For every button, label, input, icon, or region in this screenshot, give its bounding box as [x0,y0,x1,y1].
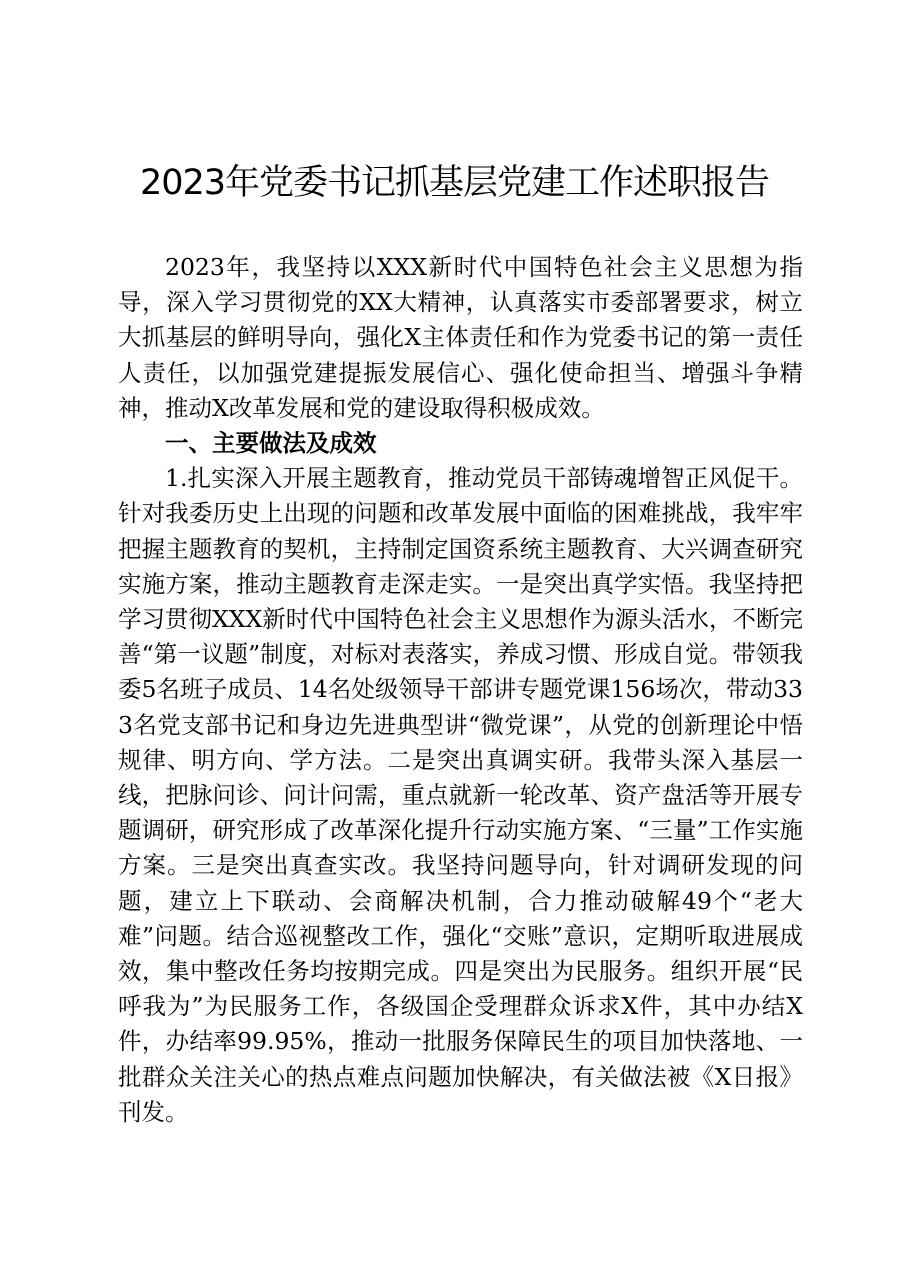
intro-paragraph: 2023年，我坚持以XXX新时代中国特色社会主义思想为指导，深入学习贯彻党的XX大精神，认真落实市委部署要求，树立大抓基层的鲜明导向，强化X主体责任和作为党委书记的第一责任人责任，以加强党建提振发展信心、强化使命担当、增强斗争精神，推动X改革发展和党的建设取得积极成效。 [118,253,803,422]
section-heading: 一、主要做法及成效 [165,429,377,458]
document-body [118,250,803,1130]
document-title: 2023年党委书记抓基层党建工作述职报告 [139,163,770,203]
section-paragraph: 1.扎实深入开展主题教育，推动党员干部铸魂增智正风促干。针对我委历史上出现的问题和改革发展中面临的困难挑战，我牢牢把握主题教育的契机，主持制定国资系统主题教育、大兴调查研究实施方案，推动主题教育走深走实。一是突出真学实悟。我坚持把学习贯彻XXX新时代中国特色社会主义思想作为源头活水，不断完善“第一议题”制度，对标对表落实，养成习惯、形成自觉。带领我委5名班子成员、14名处级领导干部讲专题党课156场次，带动333名党支部书记和身边先进典型讲“微党课”，从党的创新理论中悟规律、明方向、学方法。二是突出真调实研。我带头深入基层一线，把脉问诊、问计问需，重点就新一轮改革、资产盘活等开展专题调研，研究形成了改革深化提升行动实施方案、“三量”工作实施方案。三是突出真查实改。我坚持问题导向，针对调研发现的问题，建立上下联动、会商解决机制，合力推动破解49个“老大难”问题。结合巡视整改工作，强化“交账”意识，定期听取进展成效，集中整改任务均按期完成。四是突出为民服务。组织开展“民呼我为”为民服务工作，各级国企受理群众诉求X件，其中办结X件，办结率99.95%，推动一批服务保障民生的项目加快落地、一批群众关注关心的热点难点问题加快解决，有关做法被《X日报》刊发。 [118,464,803,1126]
